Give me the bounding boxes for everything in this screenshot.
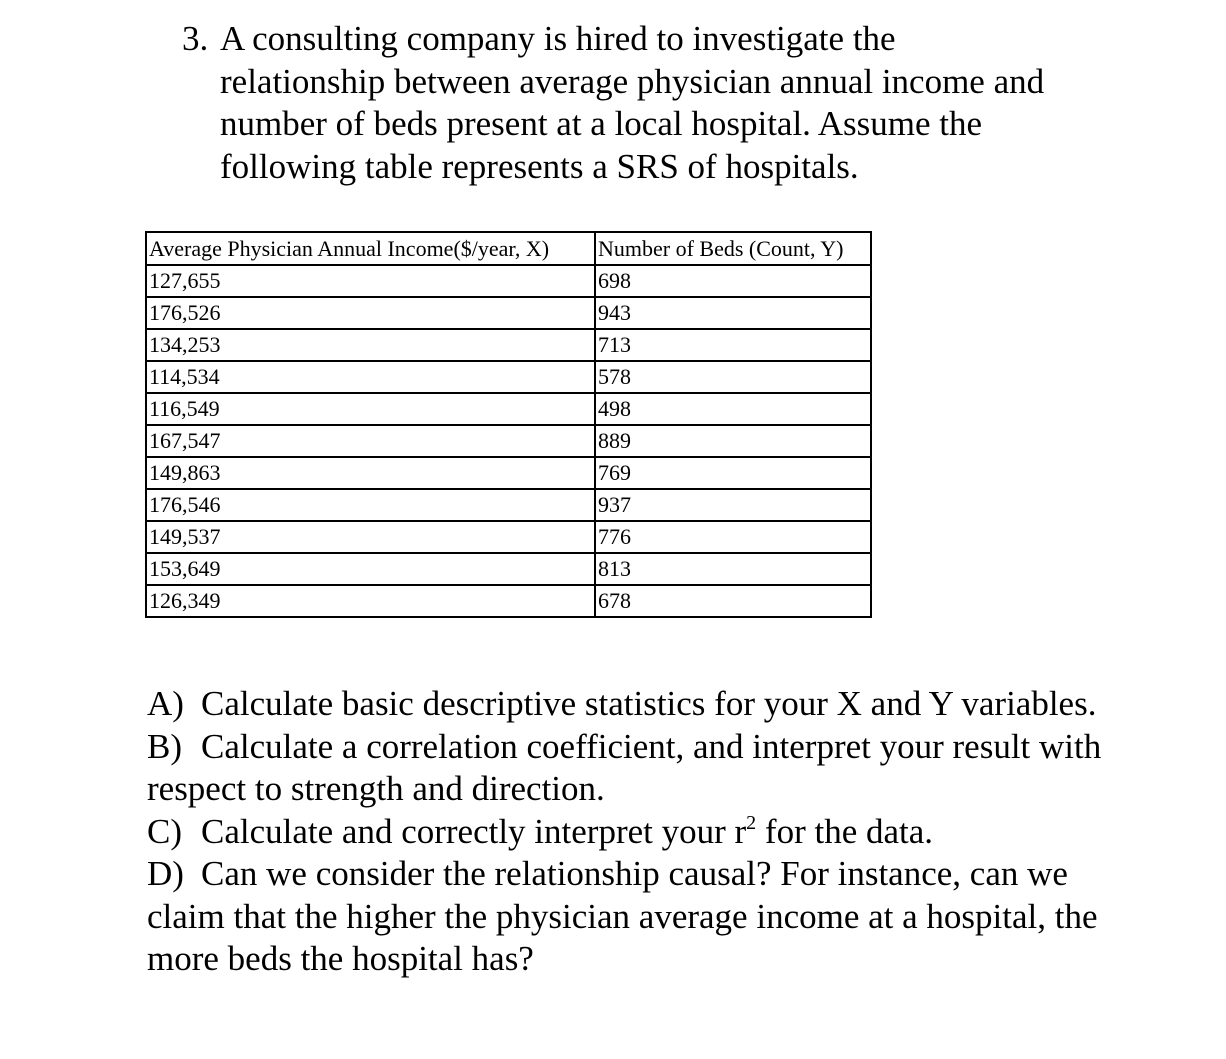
table-row [146,393,871,425]
question-d [147,853,1107,981]
table-row [146,585,871,617]
table-header [146,232,871,265]
income-cell: 114,534 [146,361,595,393]
beds-cell: 769 [595,457,871,489]
table-row [146,361,871,393]
table-row [146,265,871,297]
beds-cell: 698 [595,265,871,297]
table-row [146,425,871,457]
data-table [145,231,872,618]
income-cell: 116,549 [146,393,595,425]
question-b [147,726,1107,811]
income-cell: 176,546 [146,489,595,521]
question-d-text: Can we consider the relationship causal? For instance, can we claim that the higher the physician average income at a hospital, the more beds the hospital has? [147,854,1098,978]
income-cell: 167,547 [146,425,595,457]
problem-line-2: relationship between average physician annual income and [220,61,1045,101]
table-row [146,297,871,329]
beds-cell: 813 [595,553,871,585]
problem-line-4: following table represents a SRS of hospitals. [220,146,859,186]
beds-cell: 713 [595,329,871,361]
question-c-text-after: for the data. [756,811,934,851]
question-c-label: C) [147,811,182,851]
income-cell: 134,253 [146,329,595,361]
income-cell: 127,655 [146,265,595,297]
table-row [146,329,871,361]
table-body [146,265,871,617]
question-d-label: D) [147,854,184,893]
question-a [147,683,1107,726]
problem-statement [182,18,1182,188]
beds-cell: 578 [595,361,871,393]
question-list [147,683,1107,981]
problem-text-1: A consulting company is hired to investigate the [220,19,896,58]
r-squared-exponent: 2 [746,811,757,834]
beds-cell: 943 [595,297,871,329]
table-row [146,457,871,489]
income-cell: 149,863 [146,457,595,489]
income-cell: 149,537 [146,521,595,553]
header-income: Average Physician Annual Income($/year, X) [146,232,595,265]
income-cell: 153,649 [146,553,595,585]
problem-line-1 [182,18,1182,61]
beds-cell: 889 [595,425,871,457]
question-a-text: Calculate basic descriptive statistics for your X and Y variables. [201,684,1097,723]
question-a-label: A) [147,684,184,723]
question-c-text-before: Calculate and correctly interpret your r [201,811,747,851]
table-row [146,489,871,521]
question-c [147,811,1107,854]
problem-line-3: number of beds present at a local hospital. Assume the [220,104,983,143]
table-header-row [146,232,871,265]
problem-number: 3. [182,19,209,58]
beds-cell: 678 [595,585,871,617]
question-b-label: B) [147,726,182,766]
beds-cell: 937 [595,489,871,521]
income-cell: 176,526 [146,297,595,329]
beds-cell: 498 [595,393,871,425]
table-row [146,521,871,553]
table-row [146,553,871,585]
question-b-text: Calculate a correlation coefficient, and interpret your result with respect to strength and direction. [147,726,1102,808]
header-beds: Number of Beds (Count, Y) [595,232,871,265]
income-cell: 126,349 [146,585,595,617]
beds-cell: 776 [595,521,871,553]
